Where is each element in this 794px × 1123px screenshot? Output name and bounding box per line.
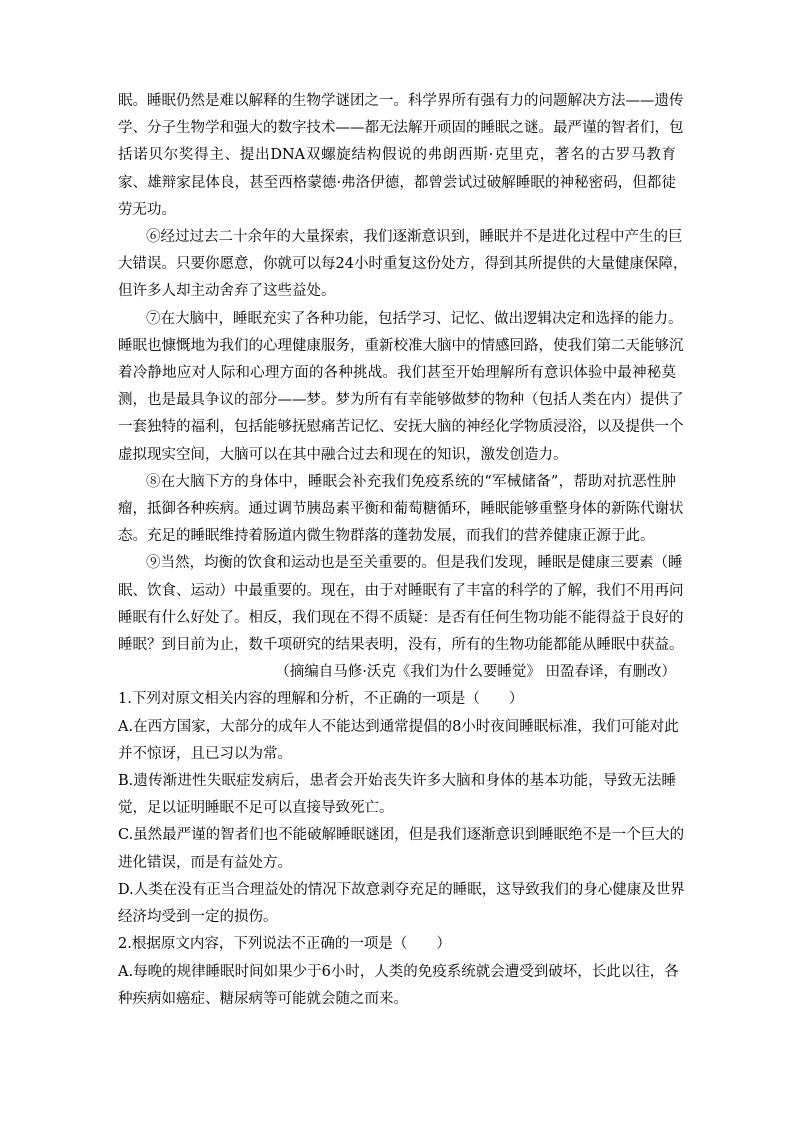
text-line: 进化错误，而是有益处方。 [118,854,292,871]
text-line: 家、雄辩家昆体良，甚至西格蒙德·弗洛伊德，都曾尝试过破解睡眠的神秘密码，但都徒 [118,174,676,191]
text-line: 睡眠有什么好处了。相反，我们现在不得不质疑：是否有任何生物功能不能得益于良好的 [118,609,684,626]
text-line: 劳无功。 [118,201,176,218]
text-line: 态。充足的睡眠维持着肠道内微生物群落的蓬勃发展，而我们的营养健康正源于此。 [118,528,655,545]
text-line: 瘤，抵御各种疾病。通过调节胰岛素平衡和葡萄糖循环，睡眠能够重整身体的新陈代谢状 [118,501,684,518]
text-line: 一套独特的福利，包括能够抚慰痛苦记忆、安抚大脑的神经化学物质浸浴，以及提供一个 [118,419,684,436]
text-line: 并不惊讶，且已习以为常。 [118,745,292,762]
text-line: ⑨当然，均衡的饮食和运动也是至关重要的。但是我们发现，睡眠是健康三要素（睡 [146,555,683,572]
text-line: 着冷静地应对人际和心理方面的各种挑战。我们甚至开始理解所有意识体验中最神秘莫 [118,365,676,382]
text-line: 2.根据原文内容，下列说法不正确的一项是（ ） [118,936,451,953]
text-line: ⑦在大脑中，睡眠充实了各种功能，包括学习、记忆、做出逻辑决定和选择的能力。 [146,310,683,327]
text-line: 1.下列对原文相关内容的理解和分析，不正确的一项是（ ） [118,691,524,708]
text-line: 眠、饮食、运动）中最重要的。现在，由于对睡眠有了丰富的科学的了解，我们不用再问 [118,582,684,599]
text-line: 大错误。只要你愿意，你就可以每24小时重复这份处方，得到其所提供的大量健康保障， [118,256,688,273]
text-line: B.遗传渐进性失眠症发病后，患者会开始丧失许多大脑和身体的基本功能，导致无法睡 [118,773,676,790]
text-line: 学、分子生物学和强大的数字技术——都无法解开顽固的睡眠之谜。最严谨的智者们，包 [118,120,684,137]
text-line: 经济均受到一定的损伤。 [118,909,278,926]
document-page [118,88,688,1013]
text-line: （摘编自马修·沃克《我们为什么要睡觉》 田盈春译，有删改） [275,664,676,681]
text-line: 虚拟现实空间，大脑可以在其中融合过去和现在的知识，激发创造力。 [118,446,568,463]
text-line: A.每晚的规律睡眠时间如果少于6小时，人类的免疫系统就会遭受到破坏，长此以往，各 [118,963,679,980]
text-line: 睡眠也慷慨地为我们的心理健康服务，重新校准大脑中的情感回路，使我们第二天能够沉 [118,337,684,354]
text-line: 括诺贝尔奖得主、提出DNA双螺旋结构假说的弗朗西斯·克里克，著名的古罗马教育 [118,147,676,164]
text-line: 觉，足以证明睡眠不足可以直接导致死亡。 [118,800,394,817]
text-line: 种疾病如癌症、糖尿病等可能就会随之而来。 [118,990,408,1007]
text-line: C.虽然最严谨的智者们也不能破解睡眠谜团，但是我们逐渐意识到睡眠绝不是一个巨大的 [118,827,685,844]
text-line: D.人类在没有正当合理益处的情况下故意剥夺充足的睡眠，这导致我们的身心健康及世界 [118,881,685,898]
text-line: 测，也是最具争议的部分——梦。梦为所有有幸能够做梦的物种（包括人类在内）提供了 [118,392,684,409]
text-line: 眠。睡眠仍然是难以解释的生物学谜团之一。科学界所有强有力的问题解决方法——遗传 [118,93,684,109]
text-line: A.在西方国家，大部分的成年人不能达到通常提倡的8小时夜间睡眠标准，我们可能对此 [118,718,679,735]
text-line: ⑧在大脑下方的身体中，睡眠会补充我们免疫系统的“军械储备”，帮助对抗恶性肿 [146,473,676,490]
text-line: ⑥经过过去二十余年的大量探索，我们逐渐意识到，睡眠并不是进化过程中产生的巨 [146,229,683,246]
text-line: 睡眠？到目前为止，数千项研究的结果表明，没有，所有的生物功能都能从睡眠中获益。 [118,637,684,654]
text-line: 但许多人却主动舍弃了这些益处。 [118,283,336,300]
